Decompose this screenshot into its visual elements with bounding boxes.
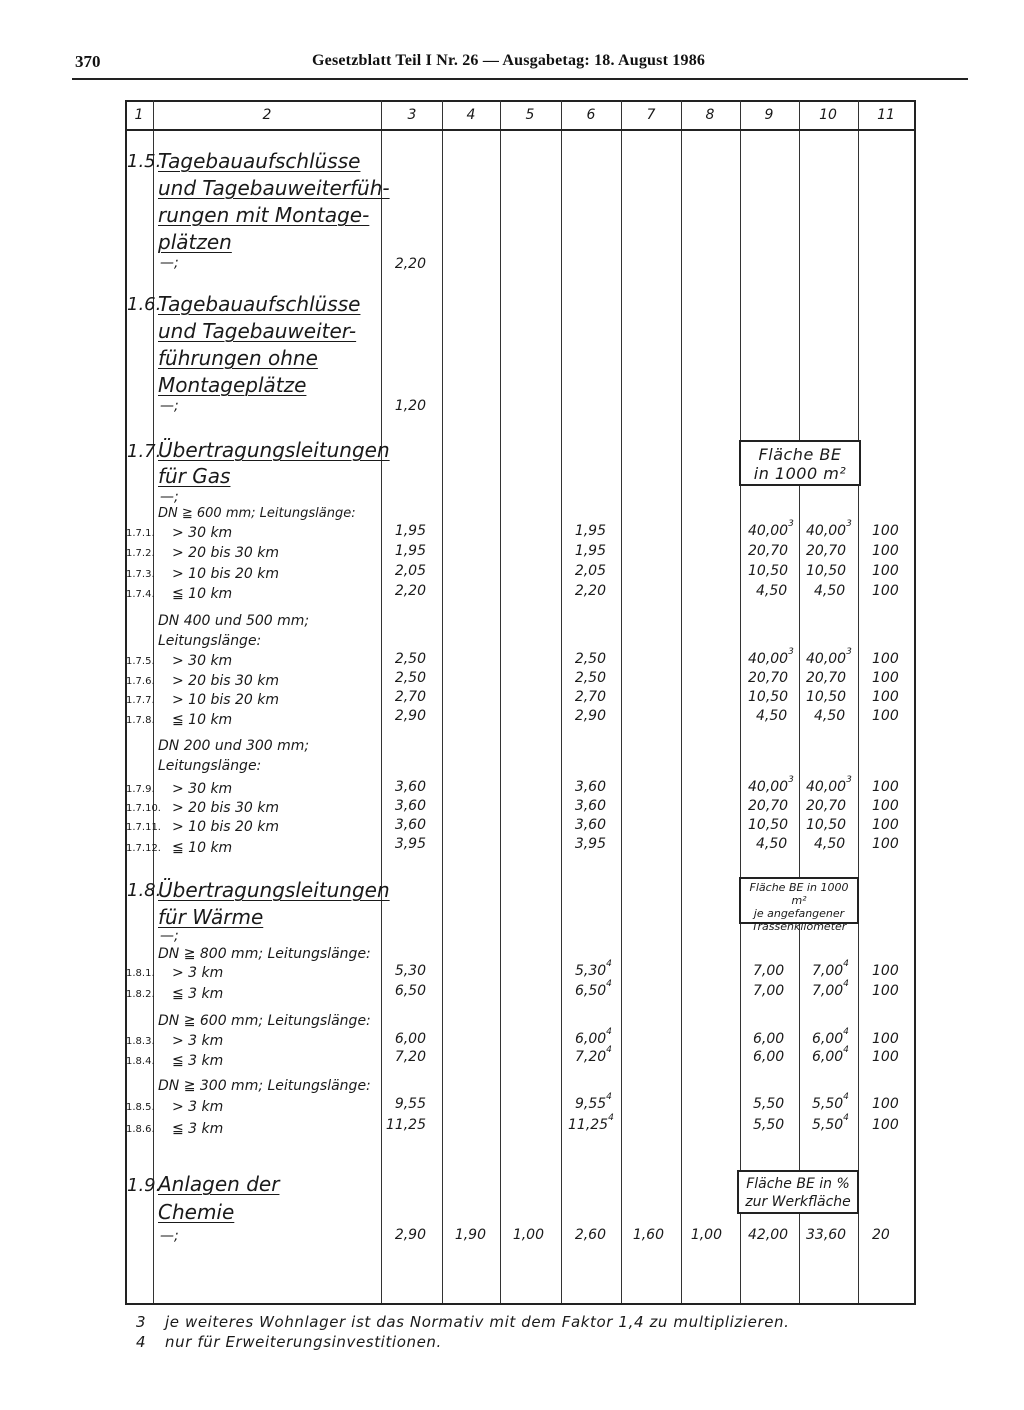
cell-col3: 1,95 xyxy=(394,543,426,559)
section-title-line: rungen mit Montage- xyxy=(158,203,370,227)
row-code: 1.8.4. xyxy=(126,1056,155,1067)
footnote-ref: 4 xyxy=(606,1027,612,1037)
cell-col10: 10,50 xyxy=(806,563,847,579)
column-number: 6 xyxy=(586,107,596,123)
cell-col9: 6,00 xyxy=(753,1031,785,1047)
cell-col10: 20,70 xyxy=(806,670,847,686)
row-code: 1.8.6. xyxy=(126,1124,155,1135)
cell-col6 xyxy=(575,1092,612,1112)
unit-box xyxy=(737,1170,859,1214)
group-label: DN ≧ 800 mm; Leitungslänge: xyxy=(158,946,371,962)
row-desc: > 3 km xyxy=(172,1033,224,1049)
cell-col6: 2,20 xyxy=(574,583,606,599)
cell-col10 xyxy=(806,775,852,795)
cell-col11: 100 xyxy=(872,708,899,724)
cell-col11: 100 xyxy=(872,836,899,852)
footnote-text: je weiteres Wohnlager ist das Normativ mit dem Faktor 1,4 zu multiplizieren. xyxy=(165,1313,790,1331)
row-desc: ≦ 10 km xyxy=(172,586,233,602)
cell-col6 xyxy=(575,959,612,979)
cell-col11: 100 xyxy=(872,1031,899,1047)
cell-col10: 33,60 xyxy=(806,1227,847,1243)
group-label: Leitungslänge: xyxy=(158,633,262,649)
cell-col6: 1,95 xyxy=(574,543,606,559)
cell-value: 6,00 xyxy=(812,1049,844,1065)
column-number: 3 xyxy=(407,107,417,123)
cell-value: 5,30 xyxy=(575,963,607,979)
row-code: 1.8.2. xyxy=(126,989,155,1000)
unit-mark: —; xyxy=(160,489,179,505)
row-code: 1.8.5. xyxy=(126,1102,155,1113)
cell-col6: 3,95 xyxy=(574,836,606,852)
cell-value: 40,00 xyxy=(748,651,789,667)
col-divider xyxy=(681,100,682,1305)
section-title-line: Übertragungsleitungen xyxy=(158,878,390,902)
cell-value: 9,55 xyxy=(575,1096,607,1112)
cell-col11: 100 xyxy=(872,670,899,686)
section-number: 1.9. xyxy=(127,1175,162,1196)
cell-col3: 2,05 xyxy=(394,563,426,579)
footnote-ref: 4 xyxy=(606,959,612,969)
row-desc: > 20 bis 30 km xyxy=(172,545,279,561)
column-number: 9 xyxy=(764,107,774,123)
cell-col11: 100 xyxy=(872,689,899,705)
cell-col11: 100 xyxy=(872,817,899,833)
cell-col9: 20,70 xyxy=(748,798,789,814)
footnote-mark: 3 xyxy=(136,1313,146,1331)
cell-value: 6,00 xyxy=(575,1031,607,1047)
section-title-line: und Tagebauweiter- xyxy=(158,319,357,343)
row-desc: > 10 bis 20 km xyxy=(172,819,279,835)
footnote-ref: 4 xyxy=(608,1113,614,1123)
section-title-line: führungen ohne xyxy=(158,346,318,370)
row-desc: ≦ 3 km xyxy=(172,1121,224,1137)
cell-col3: 2,90 xyxy=(394,1227,426,1243)
section-number: 1.5. xyxy=(127,151,162,172)
cell-col10: 10,50 xyxy=(806,817,847,833)
cell-col6: 2,70 xyxy=(574,689,606,705)
cell-value: 6,00 xyxy=(812,1031,844,1047)
cell-col11: 100 xyxy=(872,1096,899,1112)
footnote-ref: 4 xyxy=(843,979,849,989)
cell-col9: 10,50 xyxy=(748,563,789,579)
section-title-line: Anlagen der xyxy=(158,1172,280,1196)
footnote-ref: 3 xyxy=(788,775,794,785)
row-desc: > 3 km xyxy=(172,965,224,981)
cell-col3: 11,25 xyxy=(385,1117,426,1133)
footnote-mark: 4 xyxy=(136,1333,146,1351)
row-code: 1.7.10. xyxy=(126,803,161,814)
footnote-text: nur für Erweiterungsinvestitionen. xyxy=(165,1333,442,1351)
cell-col10 xyxy=(812,959,849,979)
cell-value: 40,00 xyxy=(748,523,789,539)
cell-col6: 2,50 xyxy=(574,670,606,686)
cell-col3: 9,55 xyxy=(394,1096,426,1112)
cell-col9 xyxy=(748,775,794,795)
cell-col10: 20,70 xyxy=(806,543,847,559)
cell-col6 xyxy=(568,1113,614,1133)
cell-col9 xyxy=(748,519,794,539)
unit-box-line: Trassenkilometer xyxy=(751,920,847,933)
cell-value: 5,50 xyxy=(812,1117,844,1133)
cell-col11: 100 xyxy=(872,1049,899,1065)
row-desc: > 10 bis 20 km xyxy=(172,692,279,708)
row-code: 1.7.1. xyxy=(126,528,155,539)
group-label: DN ≧ 300 mm; Leitungslänge: xyxy=(158,1078,371,1094)
cell-value: 7,20 xyxy=(575,1049,607,1065)
footnote-ref: 3 xyxy=(846,647,852,657)
cell-value: 7,00 xyxy=(812,983,844,999)
row-code: 1.7.8. xyxy=(126,715,155,726)
cell-col9: 20,70 xyxy=(748,543,789,559)
cell-col6: 3,60 xyxy=(574,817,606,833)
cell-value: 40,00 xyxy=(806,651,847,667)
row-code: 1.7.2. xyxy=(126,548,155,559)
column-number: 7 xyxy=(646,107,656,123)
col-divider xyxy=(442,100,443,1305)
cell-col6: 2,05 xyxy=(574,563,606,579)
cell-value: 7,00 xyxy=(812,963,844,979)
row-desc: > 20 bis 30 km xyxy=(172,800,279,816)
cell-col9: 10,50 xyxy=(748,689,789,705)
cell-col10: 20,70 xyxy=(806,798,847,814)
footnote-ref: 4 xyxy=(606,1045,612,1055)
section-title-line: Tagebauaufschlüsse xyxy=(158,149,361,173)
col-divider xyxy=(799,100,800,1305)
col-divider xyxy=(621,100,622,1305)
section-title-line: Montageplätze xyxy=(158,373,307,397)
cell-value: 5,50 xyxy=(812,1096,844,1112)
group-label: DN 200 und 300 mm; xyxy=(158,738,310,754)
row-desc: ≦ 3 km xyxy=(172,1053,224,1069)
cell-col9: 4,50 xyxy=(756,836,788,852)
row-desc: > 3 km xyxy=(172,1099,224,1115)
cell-col3: 3,60 xyxy=(394,817,426,833)
cell-col3: 1,20 xyxy=(394,398,426,414)
cell-col11: 100 xyxy=(872,583,899,599)
cell-col11: 100 xyxy=(872,563,899,579)
cell-col3: 2,50 xyxy=(394,651,426,667)
cell-col3: 3,60 xyxy=(394,798,426,814)
running-title: Gesetzblatt Teil I Nr. 26 — Ausgabetag: 18. August 1986 xyxy=(312,52,706,69)
cell-col6: 2,60 xyxy=(574,1227,606,1243)
footnote-ref: 3 xyxy=(788,519,794,529)
section-title-line: für Gas xyxy=(158,464,231,488)
cell-col10: 10,50 xyxy=(806,689,847,705)
row-code: 1.7.12. xyxy=(126,843,161,854)
cell-col3: 2,20 xyxy=(394,256,426,272)
unit-mark: —; xyxy=(160,255,179,271)
cell-col9: 10,50 xyxy=(748,817,789,833)
section-title-line: und Tagebauweiterfüh- xyxy=(158,176,390,200)
section-title-line: plätzen xyxy=(158,230,232,254)
cell-col3: 2,70 xyxy=(394,689,426,705)
cell-col9: 4,50 xyxy=(756,708,788,724)
cell-col11: 100 xyxy=(872,983,899,999)
section-title-line: Tagebauaufschlüsse xyxy=(158,292,361,316)
cell-col10: 4,50 xyxy=(814,708,846,724)
column-number: 8 xyxy=(705,107,715,123)
cell-value: 11,25 xyxy=(568,1117,609,1133)
cell-col11: 100 xyxy=(872,651,899,667)
column-number: 2 xyxy=(262,107,272,123)
cell-col7: 1,60 xyxy=(632,1227,664,1243)
footnote-ref: 3 xyxy=(846,519,852,529)
cell-col10 xyxy=(806,519,852,539)
row-desc: ≦ 10 km xyxy=(172,840,233,856)
row-code: 1.8.1. xyxy=(126,968,155,979)
row-desc: > 30 km xyxy=(172,653,233,669)
cell-col9: 5,50 xyxy=(753,1117,785,1133)
section-title-line: Übertragungsleitungen xyxy=(158,438,390,462)
page-number: 370 xyxy=(75,52,101,71)
cell-col3: 3,95 xyxy=(394,836,426,852)
cell-col6: 3,60 xyxy=(574,798,606,814)
cell-col11: 100 xyxy=(872,543,899,559)
cell-col4: 1,90 xyxy=(454,1227,486,1243)
cell-col9: 20,70 xyxy=(748,670,789,686)
cell-col9: 4,50 xyxy=(756,583,788,599)
header-row-rule xyxy=(125,129,916,131)
cell-col10: 4,50 xyxy=(814,836,846,852)
group-label: DN ≧ 600 mm; Leitungslänge: xyxy=(158,506,356,521)
row-code: 1.7.6. xyxy=(126,676,155,687)
header-rule xyxy=(72,78,968,80)
column-number: 10 xyxy=(819,107,837,123)
group-label: DN ≧ 600 mm; Leitungslänge: xyxy=(158,1013,371,1029)
col-divider xyxy=(740,100,741,1305)
unit-box-line: Fläche BE xyxy=(758,445,842,464)
cell-col10 xyxy=(806,647,852,667)
cell-col3: 2,90 xyxy=(394,708,426,724)
footnote-ref: 3 xyxy=(788,647,794,657)
cell-col9 xyxy=(748,647,794,667)
cell-col3: 2,20 xyxy=(394,583,426,599)
cell-value: 40,00 xyxy=(806,779,847,795)
cell-col6 xyxy=(575,979,612,999)
column-number: 11 xyxy=(877,107,895,123)
cell-value: 6,50 xyxy=(575,983,607,999)
unit-box-line: zur Werkfläche xyxy=(745,1194,851,1210)
row-code: 1.7.5. xyxy=(126,656,155,667)
cell-col6 xyxy=(575,1045,612,1065)
cell-col11: 100 xyxy=(872,1117,899,1133)
cell-col10: 4,50 xyxy=(814,583,846,599)
column-number: 1 xyxy=(134,107,144,123)
cell-col6: 3,60 xyxy=(574,779,606,795)
cell-col3: 3,60 xyxy=(394,779,426,795)
col-divider xyxy=(500,100,501,1305)
unit-box-line: Fläche BE in % xyxy=(746,1176,850,1192)
cell-value: 40,00 xyxy=(748,779,789,795)
cell-value: 40,00 xyxy=(806,523,847,539)
cell-col11: 100 xyxy=(872,798,899,814)
unit-box-line: je angefangener xyxy=(753,907,845,920)
footnote-ref: 3 xyxy=(846,775,852,785)
cell-col10 xyxy=(812,1092,849,1112)
row-code: 1.7.3. xyxy=(126,569,155,580)
cell-col9: 7,00 xyxy=(753,983,785,999)
unit-box-line: Fläche BE in 1000 m² xyxy=(749,881,849,907)
row-code: 1.8.3. xyxy=(126,1036,155,1047)
row-desc: > 30 km xyxy=(172,781,233,797)
cell-col3: 1,95 xyxy=(394,523,426,539)
row-code: 1.7.4. xyxy=(126,589,155,600)
cell-col6: 1,95 xyxy=(574,523,606,539)
cell-col9: 6,00 xyxy=(753,1049,785,1065)
unit-mark: —; xyxy=(160,1228,179,1244)
cell-col8: 1,00 xyxy=(690,1227,722,1243)
unit-box xyxy=(739,440,861,486)
group-label: DN 400 und 500 mm; xyxy=(158,613,310,629)
unit-mark: —; xyxy=(160,928,179,944)
cell-col3: 2,50 xyxy=(394,670,426,686)
cell-col9: 42,00 xyxy=(748,1227,789,1243)
footnote-ref: 4 xyxy=(843,959,849,969)
row-code: 1.7.9. xyxy=(126,784,155,795)
row-desc: > 20 bis 30 km xyxy=(172,673,279,689)
cell-col11: 100 xyxy=(872,523,899,539)
cell-col9: 7,00 xyxy=(753,963,785,979)
unit-mark: —; xyxy=(160,398,179,414)
footnote-ref: 4 xyxy=(843,1045,849,1055)
cell-col3: 6,50 xyxy=(394,983,426,999)
footnote-ref: 4 xyxy=(843,1092,849,1102)
footnote-ref: 4 xyxy=(843,1113,849,1123)
col-divider xyxy=(858,100,859,1305)
cell-col6: 2,50 xyxy=(574,651,606,667)
cell-col11: 20 xyxy=(872,1227,890,1243)
unit-box xyxy=(739,877,859,933)
row-desc: > 10 bis 20 km xyxy=(172,566,279,582)
section-number: 1.8. xyxy=(127,880,162,901)
group-label: Leitungslänge: xyxy=(158,758,262,774)
row-desc: ≦ 10 km xyxy=(172,712,233,728)
footnote-ref: 4 xyxy=(843,1027,849,1037)
cell-col11: 100 xyxy=(872,963,899,979)
footnote-ref: 4 xyxy=(606,979,612,989)
row-code: 1.7.7. xyxy=(126,695,155,706)
cell-col6: 2,90 xyxy=(574,708,606,724)
cell-col10 xyxy=(812,1113,849,1133)
cell-col3: 6,00 xyxy=(394,1031,426,1047)
section-title-line: für Wärme xyxy=(158,905,264,929)
cell-col3: 7,20 xyxy=(394,1049,426,1065)
column-number: 4 xyxy=(466,107,476,123)
cell-col11: 100 xyxy=(872,779,899,795)
section-number: 1.7. xyxy=(127,441,162,462)
row-desc: ≦ 3 km xyxy=(172,986,224,1002)
footnote-ref: 4 xyxy=(606,1092,612,1102)
unit-box-line: in 1000 m² xyxy=(753,464,847,483)
cell-col5: 1,00 xyxy=(512,1227,544,1243)
row-code: 1.7.11. xyxy=(126,822,161,833)
column-number: 5 xyxy=(525,107,535,123)
cell-col9: 5,50 xyxy=(753,1096,785,1112)
cell-col10 xyxy=(812,979,849,999)
cell-col3: 5,30 xyxy=(394,963,426,979)
row-desc: > 30 km xyxy=(172,525,233,541)
cell-col10 xyxy=(812,1045,849,1065)
section-number: 1.6. xyxy=(127,294,162,315)
section-title-line: Chemie xyxy=(158,1200,235,1224)
